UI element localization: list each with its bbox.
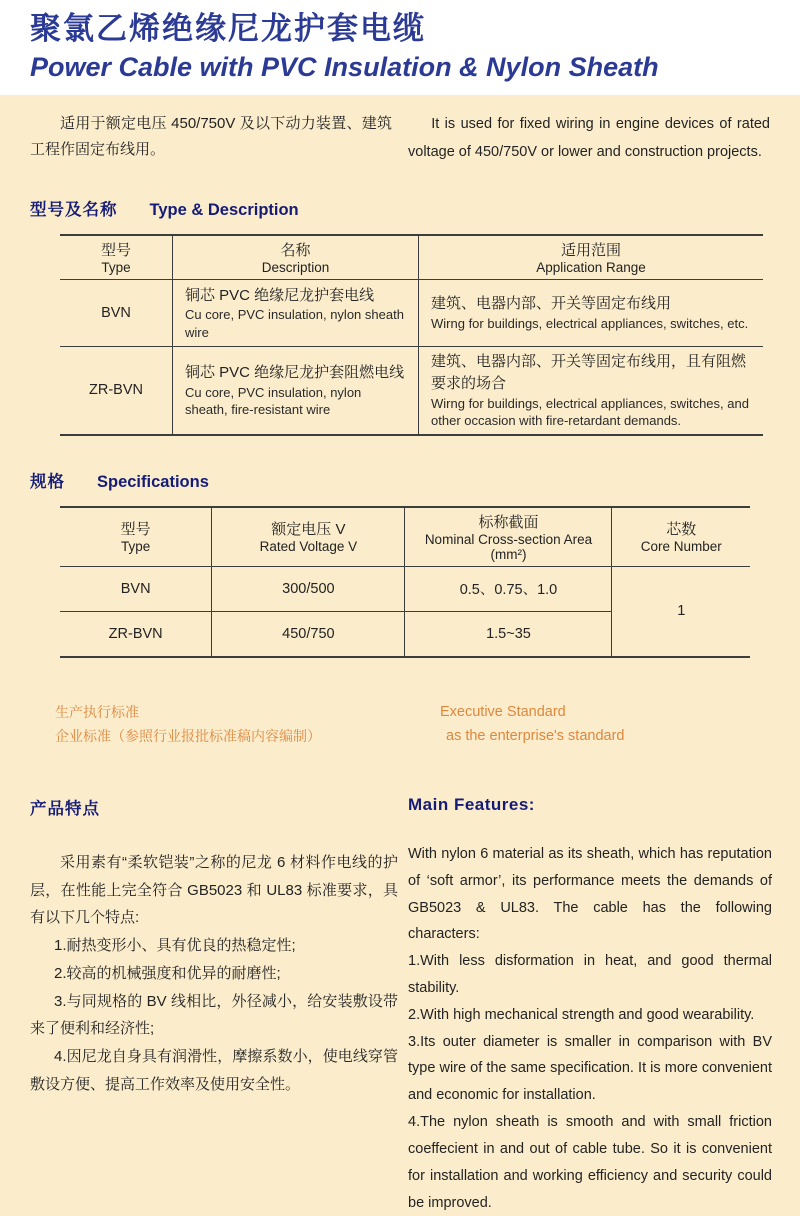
description-en: Cu core, PVC insulation, nylon sheath, fire-resistant wire [184,384,362,418]
cell-description [172,347,418,435]
header-description-en: Description [261,260,330,276]
table-header-row [60,507,750,567]
table-row-bvn [60,280,763,347]
header-description-cn: 名称 [280,242,311,260]
range-cn: 建筑、电器内部、开关等固定布线用 [431,295,672,313]
description-cn: 铜芯 PVC 绝缘尼龙护套阻燃电线 [184,363,405,381]
features-cn-item: 2.较高的机械强度和优异的耐磨性; [54,964,281,982]
features-cn-item: 4.因尼龙自身具有润滑性，摩擦系数小，使电线穿管敷设方便、提高工作效率及使用安全性。 [30,1048,398,1093]
features-cn-item: 3.与同规格的 BV 线相比，外径减小，给安装敷设带来了便利和经济性; [30,992,398,1038]
header-type-en: Type [101,260,131,276]
standards-cn-line2: 企业标准（参照行业报批标准稿内容编制） [55,728,321,745]
spec-header-cross-section-en: Nominal Cross-section Area (mm²) [424,531,593,562]
range-en: Wirng for buildings, electrical appliances, switches, etc. [431,316,749,332]
header-type-cn: 型号 [100,242,131,260]
features-cn-intro: 采用素有“柔软铠装”之称的尼龙 6 材料作电线的护层，在性能上完全符合 GB5023 和 UL83 标准要求，具有以下几个特点: [30,853,398,927]
page-header [0,0,800,95]
spec-header-voltage-en: Rated Voltage V [259,539,358,555]
page-title-cn: 聚氯乙烯绝缘尼龙护套电缆 [30,11,426,46]
standards-note-cn [55,700,435,749]
table-header-row [60,235,763,280]
header-cell-type [60,235,172,280]
description-en: Cu core, PVC insulation, nylon sheath wire [184,307,404,340]
features-column-cn [30,795,398,1216]
cell-application-range [419,347,763,435]
features-en-item: 1.With less disformation in heat, and good thermal stability. [408,953,772,997]
features-body-en [408,841,772,1216]
section-heading-spec-en: Specifications [97,472,209,491]
section-heading-type-description [30,196,770,220]
description-cn: 铜芯 PVC 绝缘尼龙护套电线 [184,286,375,304]
spec-header-voltage-cn: 额定电压 V [271,521,346,539]
features-en-item: 3.Its outer diameter is smaller in comparison with BV type wire of the same specification. It is more convenient and economic for installation. [408,1033,772,1104]
section-heading-type-cn: 型号及名称 [30,201,118,220]
features-heading-en: Main Features: [408,794,535,814]
header-cell-rated-voltage [212,507,405,567]
features-en-intro: With nylon 6 material as its sheath, which has reputation of ‘soft armor’, its performance meets the demands of GB5023 & UL83. The cable has the following characters: [408,845,772,943]
cell-core-number: 1 [612,566,750,657]
header-cell-core-number [612,507,750,567]
cell-type: ZR-BVN [60,611,212,657]
features-column-en [408,795,772,1216]
section-heading-specifications [30,468,770,492]
header-cell-cross-section [405,507,612,567]
spec-header-cross-section-cn: 标称截面 [478,513,539,531]
cell-voltage: 300/500 [212,566,405,611]
features-section [30,795,772,1216]
features-en-item: 4.The nylon sheath is smooth and with small friction coeffecient in and out of cable tube. So it is convenient for installation and working efficiency and security could be improved. [408,1114,772,1211]
intro-paragraph-en: It is used for fixed wiring in engine devices of rated voltage of 450/750V or lower and construction projects. [408,116,770,160]
cell-type: BVN [60,280,172,347]
page-content [0,95,800,1216]
spec-header-core-en: Core Number [640,539,722,555]
cell-cross-section: 1.5~35 [405,611,612,657]
page-title-en: Power Cable with PVC Insulation & Nylon Sheath [30,52,659,83]
spec-header-type-en: Type [121,539,151,555]
standards-en-line2: as the enterprise's standard [446,728,625,745]
cell-cross-section: 0.5、0.75、1.0 [405,566,612,611]
intro-section [0,111,800,166]
header-cell-application-range [419,235,763,280]
header-cell-description [172,235,418,280]
features-body-cn [30,849,398,1099]
standards-note-en [440,700,770,749]
cell-type: BVN [60,566,212,611]
standards-en-line1: Executive Standard [440,703,566,720]
table-row-zr-bvn [60,347,763,435]
range-cn: 建筑、电器内部、开关等固定布线用，且有阻燃要求的场合 [431,353,747,392]
header-cell-type [60,507,212,567]
type-description-table [60,234,763,436]
intro-paragraph-cn: 适用于额定电压 450/750V 及以下动力装置、建筑工程作固定布线用。 [30,115,392,159]
cell-voltage: 450/750 [212,611,405,657]
standards-section [55,700,770,749]
section-heading-type-en: Type & Description [149,201,299,220]
features-en-item: 2.With high mechanical strength and good wearability. [408,1006,755,1023]
spec-header-type-cn: 型号 [120,521,151,539]
spec-row-bvn [60,566,750,611]
header-range-cn: 适用范围 [561,242,622,260]
cell-type: ZR-BVN [60,347,172,435]
spec-header-core-cn: 芯数 [666,521,697,539]
specifications-table [60,506,750,658]
section-heading-spec-cn: 规格 [30,472,65,491]
features-heading-cn: 产品特点 [30,799,100,818]
header-range-en: Application Range [536,260,646,276]
standards-cn-line1: 生产执行标准 [55,703,139,720]
features-cn-item: 1.耐热变形小、具有优良的热稳定性; [54,937,296,955]
range-en: Wirng for buildings, electrical appliances, switches, and other occasion with fire-retardant demands. [431,395,749,429]
cell-application-range [419,280,763,347]
cell-description [172,280,418,347]
